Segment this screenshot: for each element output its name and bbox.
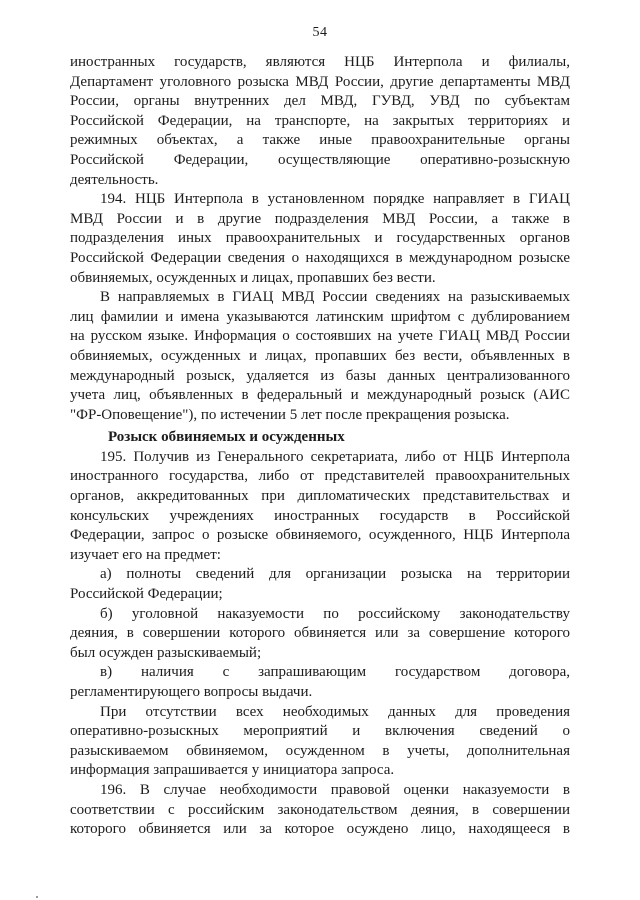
text-line: информация запрашивается у инициатора запроса.: [70, 762, 395, 779]
text-line: соответствии с российским законодательством деяния, в совершении: [70, 801, 570, 818]
text-line: изучает его на предмет:: [70, 546, 221, 563]
paragraph: [70, 190, 570, 288]
text-line: В направляемых в ГИАЦ МВД России сведениях на разыскиваемых: [100, 289, 570, 306]
text-line: деяния, в совершении которого обвиняется или за совершение которого: [70, 625, 570, 642]
scan-artifact-dot: [36, 896, 38, 898]
text-line: оперативно-розыскных мероприятий и включения сведений о: [70, 723, 570, 740]
text-line: иностранных государств, являются НЦБ Интерпола и филиалы,: [70, 54, 570, 70]
paragraph: [70, 565, 570, 604]
paragraph: [70, 605, 570, 664]
text-line: консульских учреждениях иностранных государств в Российской: [70, 507, 570, 524]
paragraph: [70, 288, 570, 425]
text-line: б) уголовной наказуемости по российскому законодательству: [100, 605, 570, 622]
text-line: подразделения иных правоохранительных и государственных органов: [70, 230, 570, 247]
text-line: 195. Получив из Генерального секретариата, либо от НЦБ Интерпола: [100, 448, 570, 465]
text-line: "ФР-Оповещение"), по истечении 5 лет после прекращения розыска.: [70, 406, 510, 423]
text-line: разыскиваемом обвиняемом, осужденном в учеты, дополнительная: [70, 742, 570, 759]
text-line: Российской Федерации, осуществляющие оперативно-розыскную: [70, 151, 570, 168]
text-line: международный розыск, удаляется из базы данных централизованного: [70, 367, 570, 384]
text-line: а) полноты сведений для организации розыска на территории: [100, 566, 570, 583]
text-line: был осужден разыскиваемый;: [70, 644, 262, 661]
text-line: которого обвиняется или за которое осуждено лицо, находящееся в: [70, 821, 570, 838]
page-number: 54: [312, 25, 328, 40]
text-line: на русском языке. Информация о состоявших на учете ГИАЦ МВД России: [70, 328, 570, 345]
document-text-block: [70, 53, 570, 840]
text-line: учета лиц, объявленных в федеральный и международный розыск (АИС: [70, 387, 570, 404]
text-line: в) наличия с запрашивающим государством договора,: [100, 664, 570, 681]
text-line: 196. В случае необходимости правовой оценки наказуемости в: [100, 781, 570, 798]
text-line: обвиняемых, осужденных и лицах, пропавших без вести.: [70, 269, 436, 286]
paragraph: [70, 703, 570, 781]
paragraph: [70, 53, 570, 190]
paragraph: [70, 663, 570, 702]
text-line: деятельность.: [70, 171, 159, 188]
text-line: Российской Федерации, на транспорте, на закрытых территориях и: [70, 112, 570, 129]
paragraph: [70, 448, 570, 566]
text-line: Департамент уголовного розыска МВД России, другие департаменты МВД: [70, 73, 570, 90]
text-line: Розыск обвиняемых и осужденных: [108, 429, 345, 446]
text-line: регламентирующего вопросы выдачи.: [70, 684, 313, 700]
text-line: Федерации, запрос о розыске обвиняемого, осужденного, НЦБ Интерпола: [70, 527, 570, 544]
text-line: МВД России и в другие подразделения МВД России, а также в: [70, 210, 570, 227]
text-line: Российской Федерации;: [70, 586, 223, 603]
paragraph: [70, 781, 570, 840]
text-line: лиц фамилии и имена указываются латинским шрифтом с дублированием: [70, 308, 570, 325]
text-line: органов, аккредитованных при дипломатических представительствах и: [70, 488, 570, 505]
text-line: режимных объектах, а также иные правоохранительные органы: [70, 132, 570, 149]
text-line: иностранного государства, либо от представителей правоохранительных: [70, 468, 570, 485]
text-line: 194. НЦБ Интерпола в установленном порядке направляет в ГИАЦ: [100, 191, 570, 208]
text-line: Российской Федерации сведения о находящихся в международном розыске: [70, 249, 570, 266]
text-line: обвиняемых, осужденных и лицах, пропавших без вести, объявленных в: [70, 347, 570, 364]
text-line: России, органы внутренних дел МВД, ГУВД, УВД по субъектам: [70, 93, 570, 110]
section-heading: [70, 428, 570, 448]
text-line: При отсутствии всех необходимых данных для проведения: [100, 703, 570, 720]
